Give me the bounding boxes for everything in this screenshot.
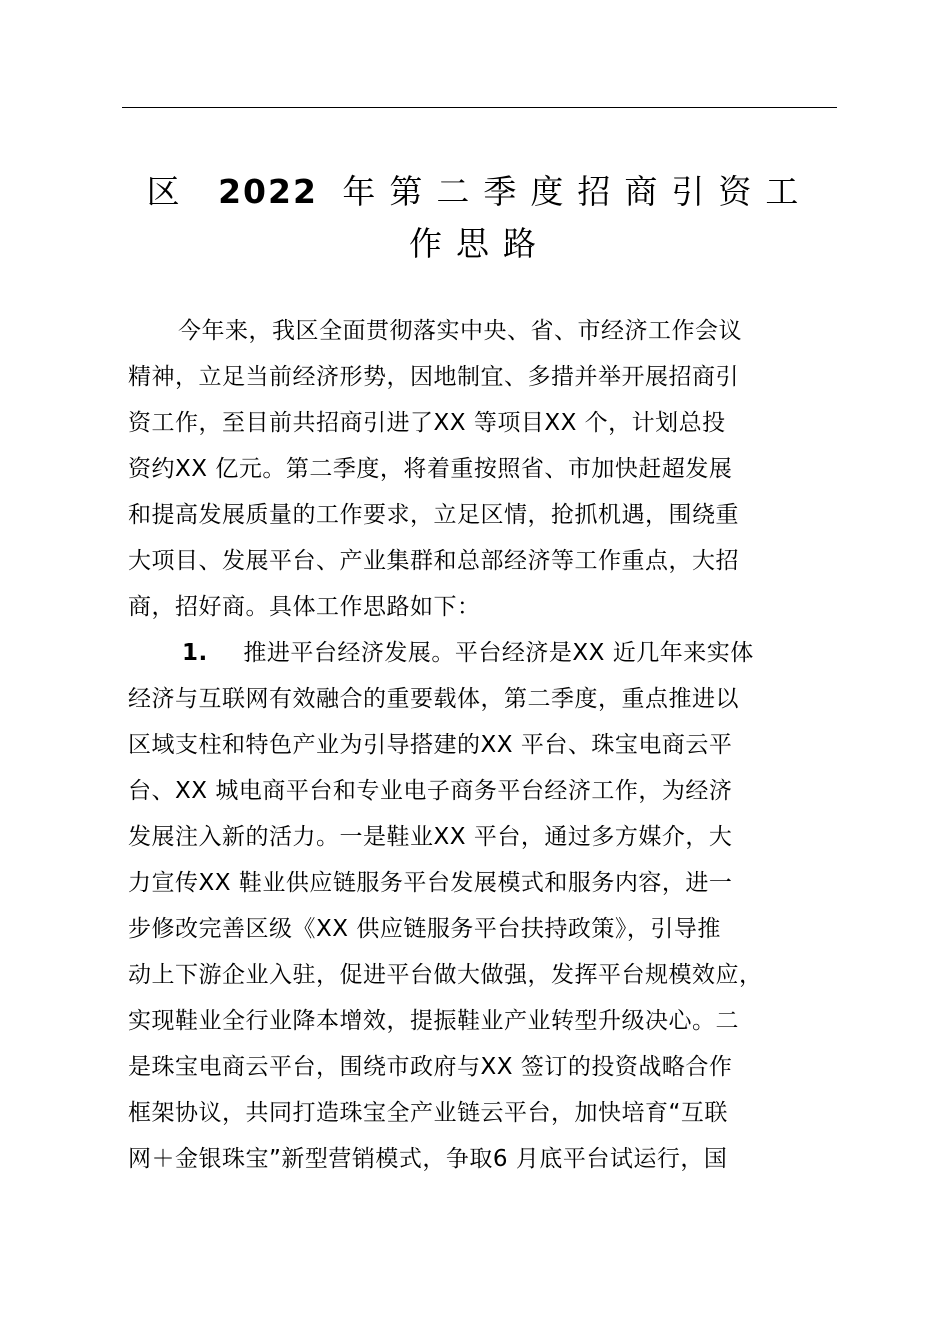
body-line-4: 资约XX 亿元。第二季度，将着重按照省、市加快赶超发展 bbox=[128, 456, 733, 482]
body-line-16: 实现鞋业全行业降本增效，提振鞋业产业转型升级决心。二 bbox=[128, 1008, 739, 1034]
body-line-17: 是珠宝电商云平台，围绕市政府与XX 签订的投资战略合作 bbox=[128, 1054, 733, 1080]
header-rule bbox=[122, 107, 837, 108]
title-prefix: 区 bbox=[146, 172, 194, 211]
body-line-5: 和提高发展质量的工作要求，立足区情，抢抓机遇，围绕重 bbox=[128, 502, 739, 528]
item-1-heading-text: 推进平台经济发展。平台经济是XX 近几年来实体 bbox=[243, 640, 754, 666]
body-line-15: 动上下游企业入驻，促进平台做大做强，发挥平台规模效应， bbox=[128, 962, 763, 988]
body-line-7: 商，招好商。具体工作思路如下： bbox=[128, 594, 481, 620]
body-line-18: 框架协议，共同打造珠宝全产业链云平台，加快培育“互联 bbox=[128, 1100, 728, 1126]
item-1-line-1 bbox=[182, 638, 754, 668]
title-suffix: 年第二季度招商引资工 bbox=[342, 172, 813, 211]
body-line-1: 今年来，我区全面贯彻落实中央、省、市经济工作会议 bbox=[178, 318, 742, 344]
body-line-19: 网＋金银珠宝”新型营销模式，争取6 月底平台试运行，国 bbox=[128, 1146, 728, 1172]
body-line-14: 步修改完善区级《XX 供应链服务平台扶持政策》，引导推 bbox=[128, 916, 721, 942]
title-line-2: 作思路 bbox=[409, 224, 550, 263]
body-line-9: 经济与互联网有效融合的重要载体，第二季度，重点推进以 bbox=[128, 686, 739, 712]
title-year: 2022 bbox=[218, 172, 318, 211]
body-line-12: 发展注入新的活力。一是鞋业XX 平台，通过多方媒介，大 bbox=[128, 824, 733, 850]
document-title bbox=[122, 166, 837, 270]
title-line-1 bbox=[122, 166, 837, 218]
body-line-11: 台、XX 城电商平台和专业电子商务平台经济工作，为经济 bbox=[128, 778, 733, 804]
body-line-6: 大项目、发展平台、产业集群和总部经济等工作重点，大招 bbox=[128, 548, 739, 574]
body-line-13: 力宣传XX 鞋业供应链服务平台发展模式和服务内容，进一 bbox=[128, 870, 733, 896]
body-line-10: 区域支柱和特色产业为引导搭建的XX 平台、珠宝电商云平 bbox=[128, 732, 733, 758]
body-line-2: 精神，立足当前经济形势，因地制宜、多措并举开展招商引 bbox=[128, 364, 739, 390]
item-1-number: 1. bbox=[182, 640, 208, 666]
body-line-3: 资工作，至目前共招商引进了XX 等项目XX 个，计划总投 bbox=[128, 410, 726, 436]
